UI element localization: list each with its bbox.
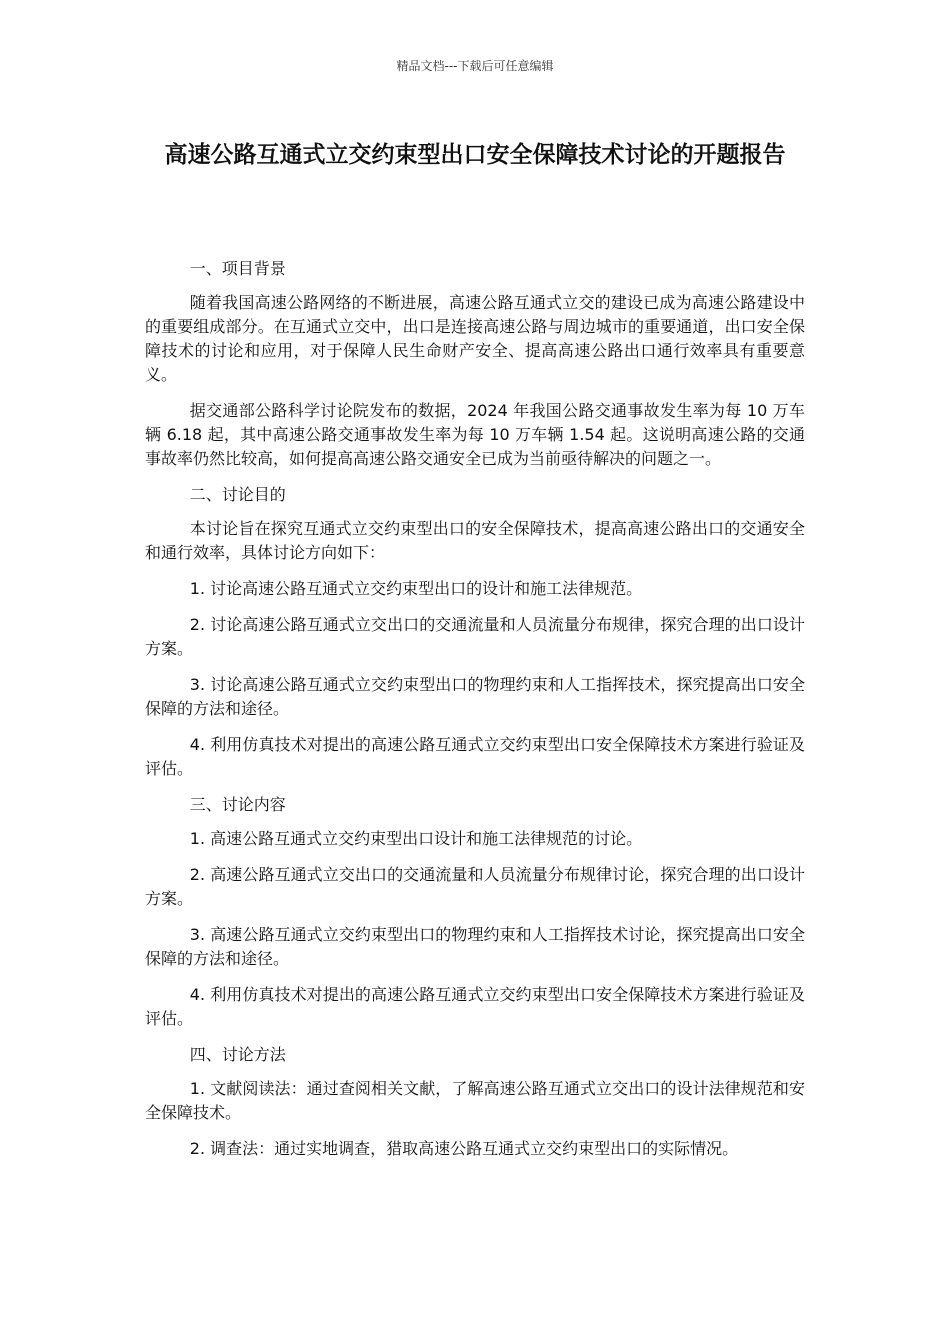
list-item: 1. 高速公路互通式立交约束型出口设计和施工法律规范的讨论。 [189,829,643,848]
document-title: 高速公路互通式立交约束型出口安全保障技术讨论的开题报告 [164,142,786,168]
section-heading: 四、讨论方法 [189,1045,286,1064]
paragraph: 本讨论旨在探究互通式立交约束型出口的安全保障技术，提高高速公路出口的交通安全和通行效率，具体讨论方向如下： [145,519,805,562]
list-item: 1. 文献阅读法：通过查阅相关文献，了解高速公路互通式立交出口的设计法律规范和安全保障技术。 [145,1079,805,1122]
paragraph: 据交通部公路科学讨论院发布的数据，2024 年我国公路交通事故发生率为每 10 万车辆 6.18 起，其中高速公路交通事故发生率为每 10 万车辆 1.54 起。这说明高速公路的交通事故率仍然比较高，如何提高高速公路交通安全已成为当前亟待解决的问题之一。 [145,401,805,468]
list-item: 4. 利用仿真技术对提出的高速公路互通式立交约束型出口安全保障技术方案进行验证及评估。 [145,735,805,778]
list-item: 1. 讨论高速公路互通式立交约束型出口的设计和施工法律规范。 [189,579,643,598]
header-note: 精品文档---下载后可任意编辑 [396,59,554,73]
document-body [145,257,805,1173]
list-item: 2. 高速公路互通式立交出口的交通流量和人员流量分布规律讨论，探究合理的出口设计方案。 [145,865,805,908]
list-item: 3. 讨论高速公路互通式立交约束型出口的物理约束和人工指挥技术，探究提高出口安全保障的方法和途径。 [145,675,805,718]
section-heading: 二、讨论目的 [189,485,286,504]
list-item: 2. 讨论高速公路互通式立交出口的交通流量和人员流量分布规律，探究合理的出口设计方案。 [145,615,805,658]
list-item: 3. 高速公路互通式立交约束型出口的物理约束和人工指挥技术讨论，探究提高出口安全保障的方法和途径。 [145,925,805,968]
paragraph: 随着我国高速公路网络的不断进展，高速公路互通式立交的建设已成为高速公路建设中的重要组成部分。在互通式立交中，出口是连接高速公路与周边城市的重要通道，出口安全保障技术的讨论和应用，对于保障人民生命财产安全、提高高速公路出口通行效率具有重要意义。 [145,293,805,384]
list-item: 2. 调查法：通过实地调查，猎取高速公路互通式立交约束型出口的实际情况。 [189,1139,739,1158]
section-heading: 三、讨论内容 [189,795,286,814]
list-item: 4. 利用仿真技术对提出的高速公路互通式立交约束型出口安全保障技术方案进行验证及评估。 [145,985,805,1028]
section-heading: 一、项目背景 [189,259,286,278]
